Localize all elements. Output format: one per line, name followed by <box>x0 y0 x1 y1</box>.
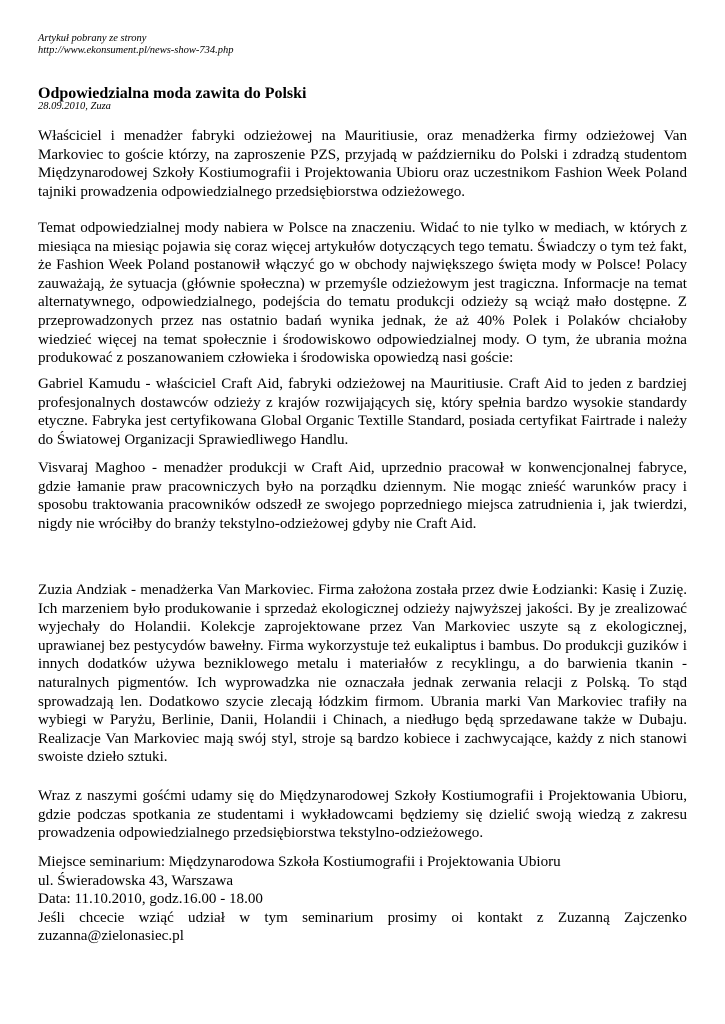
contact-word: w <box>239 909 251 926</box>
contact-word: prosimy <box>387 909 438 926</box>
source-label: Artykuł pobrany ze strony <box>38 33 147 44</box>
contact-word: seminarium <box>302 909 374 926</box>
paragraph-intro: Właściciel i menadżer fabryki odzieżowej na Mauritiusie, oraz menadżerka firmy odzieżowej Van Markoviec to goście którzy, na zaproszenie PZS, przyjadą w październiku do Polski i zdradzą studentom Międzynarodowej Szkoły Kostiumografii i Projektowania Ubioru oraz uczestnikom Fashion Week Poland tajniki prowadzenia odpowiedzialnego przedsiębiorstwa odzieżowego. <box>38 128 687 200</box>
source-note <box>38 33 234 57</box>
contact-word: oi <box>451 909 464 926</box>
contact-word: kontakt <box>477 909 523 926</box>
contact-word: z <box>536 909 544 926</box>
seminar-address: ul. Świeradowska 43, Warszawa <box>38 872 234 889</box>
article-title: Odpowiedzialna moda zawita do Polski <box>38 85 307 102</box>
contact-word: udział <box>188 909 225 926</box>
contact-email: zuzanna@zielonasiec.pl <box>38 928 184 945</box>
contact-word: chcecie <box>79 909 125 926</box>
seminar-contact-line <box>38 909 687 928</box>
source-url: http://www.ekonsument.pl/news-show-734.php <box>38 45 234 56</box>
contact-word: tym <box>264 909 288 926</box>
contact-word: wziąć <box>138 909 174 926</box>
contact-word: Zajczenko <box>624 909 687 926</box>
paragraph-zuzia-andziak: Zuzia Andziak - menadżerka Van Markoviec. Firma założona została przez dwie Łodzianki: Kasię i Zuzię. Ich marzeniem było produkowanie i sprzedaż ekologicznej odzieży najwyższej jakości. By je zrealizować wyjechały do Holandii. Kolekcje zaprojektowane przez Van Markoviec uszyte są z ekologicznej, uprawianej bez pestycydów bawełny. Firma wykorzystuje też eukaliptus i bambus. Do produkcji guzików i innych dodatków używa bezniklowego metalu i materiałów z recyklingu, a do barwienia tkanin - naturalnych pigmentów. Ich wyprowadzka nie oznaczała jednak zerwania relacji z Polską. To stąd sprowadzają len. Dodatkowo szycie zlecają łódzkim firmom. Ubrania marki Van Markoviec trafiły na wybiegi w Paryżu, Berlinie, Danii, Holandii i Chinach, a niedługo będą sprzedawane także w Dubaju. Realizacje Van Markoviec mają swój styl, stroje są bardzo kobiece i zachwycające, każdy z nich stanowi swoiste dzieło sztuki. <box>38 582 687 766</box>
paragraph-visvaraj-maghoo: Visvaraj Maghoo - menadżer produkcji w Craft Aid, uprzednio pracował w konwencjonalnej fabryce, gdzie łamanie praw pracowniczych było na porządku dziennym. Nie mogąc znieść warunków pracy i sposobu traktowania pracowników odszedł ze swojego poprzedniego miejsca zatrudnienia i, jak twierdzi, nigdy nie wróciłby do branży tekstylno-odzieżowej gdyby nie Craft Aid. <box>38 460 687 532</box>
seminar-details <box>38 853 687 946</box>
article-date-author: 28.09.2010, Zuza <box>38 101 111 112</box>
paragraph-seminar-visit: Wraz z naszymi gośćmi udamy się do Międzynarodowej Szkoły Kostiumografii i Projektowania Ubioru, gdzie podczas spotkania ze studentami i wykładowcami będziemy się dzielić swoją wiedzą z zakresu prowadzenia odpowiedzialnego przedsiębiorstwa tekstylno-odzieżowego. <box>38 788 687 842</box>
seminar-place: Miejsce seminarium: Międzynarodowa Szkoła Kostiumografii i Projektowania Ubioru <box>38 854 561 870</box>
contact-word: Jeśli <box>38 909 65 926</box>
paragraph-topic: Temat odpowiedzialnej mody nabiera w Polsce na znaczeniu. Widać to nie tylko w mediach, w których z miesiąca na miesiąc pojawia się coraz więcej artykułów dotyczących tego tematu. Świadczy o tym też fakt, że Fashion Week Poland postanowił włączyć go w obchody największego święta mody w Polsce! Polacy zauważają, że sytuacja (głównie społeczna) w przemyśle odzieżowym jest tragiczna. Informacje na temat alternatywnego, odpowiedzialnego, podejścia do tematu produkcji odzieży są wciąż mało dostępne. Z przeprowadzonych przez nas ostatnio badań wynika jednak, że aż 40% Polek i Polaków chciałoby wiedzieć więcej na temat społecznie i środowiskowo odpowiedzialnej mody. O tym, że ubrania można produkować z poszanowaniem człowieka i środowiska opowiedzą nasi goście: <box>38 220 687 367</box>
seminar-date: Data: 11.10.2010, godz.16.00 - 18.00 <box>38 891 263 908</box>
paragraph-gabriel-kamudu: Gabriel Kamudu - właściciel Craft Aid, fabryki odzieżowej na Mauritiusie. Craft Aid to jeden z bardziej profesjonalnych dostawców odzieży z krajów rozwijających się, który spełnia bardzo wysokie standardy etyczne. Fabryka jest certyfikowana Global Organic Textille Standard, posiada certyfikat Fairtrade i należy do Światowej Organizacji Sprawiedliwego Handlu. <box>38 376 687 448</box>
contact-word: Zuzanną <box>557 909 610 926</box>
